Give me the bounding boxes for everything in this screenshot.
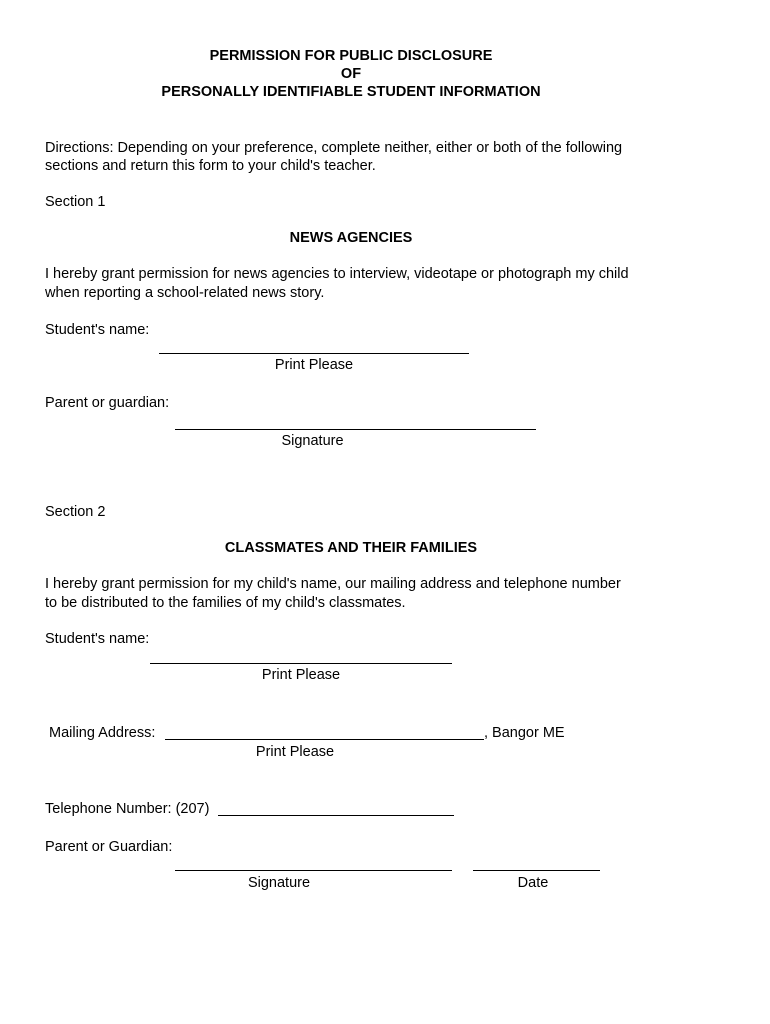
section-2-signature-caption: Signature <box>247 875 311 891</box>
mailing-address-line[interactable] <box>165 739 484 740</box>
mailing-address-suffix: , Bangor ME <box>484 725 565 741</box>
mailing-address-caption: Print Please <box>255 744 335 760</box>
section-2-student-label: Student's name: <box>45 631 150 647</box>
title-line-2: OF <box>340 66 362 82</box>
section-2-heading: CLASSMATES AND THEIR FAMILIES <box>224 540 478 556</box>
section-1-text-line-2: when reporting a school-related news story. <box>45 285 325 301</box>
section-1-parent-label: Parent or guardian: <box>45 395 170 411</box>
date-caption: Date <box>517 875 549 891</box>
section-2-text-line-1: I hereby grant permission for my child's name, our mailing address and telephone number <box>45 576 621 592</box>
mailing-address-label: Mailing Address: <box>49 725 156 741</box>
date-line[interactable] <box>473 870 600 871</box>
section-2-student-name-line[interactable] <box>150 663 452 664</box>
section-2-parent-label: Parent or Guardian: <box>45 839 173 855</box>
title-line-3: PERSONALLY IDENTIFIABLE STUDENT INFORMATION <box>161 84 541 100</box>
directions-line-2: sections and return this form to your child's teacher. <box>45 158 376 174</box>
section-1-student-name-line[interactable] <box>159 353 469 354</box>
title-line-1: PERMISSION FOR PUBLIC DISCLOSURE <box>209 48 493 64</box>
section-1-text-line-1: I hereby grant permission for news agencies to interview, videotape or photograph my child <box>45 266 629 282</box>
section-1-parent-signature-line[interactable] <box>175 429 536 430</box>
telephone-number-line[interactable] <box>218 815 454 816</box>
section-1-student-label: Student's name: <box>45 322 150 338</box>
section-1-heading: NEWS AGENCIES <box>289 230 413 246</box>
section-2-label: Section 2 <box>45 504 106 520</box>
section-1-label: Section 1 <box>45 194 106 210</box>
section-1-parent-caption: Signature <box>281 433 344 449</box>
directions-line-1: Directions: Depending on your preference, complete neither, either or both of the following <box>45 140 623 156</box>
telephone-label: Telephone Number: (207) <box>45 801 210 817</box>
section-2-text-line-2: to be distributed to the families of my child's classmates. <box>45 595 406 611</box>
section-1-student-caption: Print Please <box>274 357 354 373</box>
section-2-parent-signature-line[interactable] <box>175 870 452 871</box>
section-2-student-caption: Print Please <box>261 667 341 683</box>
